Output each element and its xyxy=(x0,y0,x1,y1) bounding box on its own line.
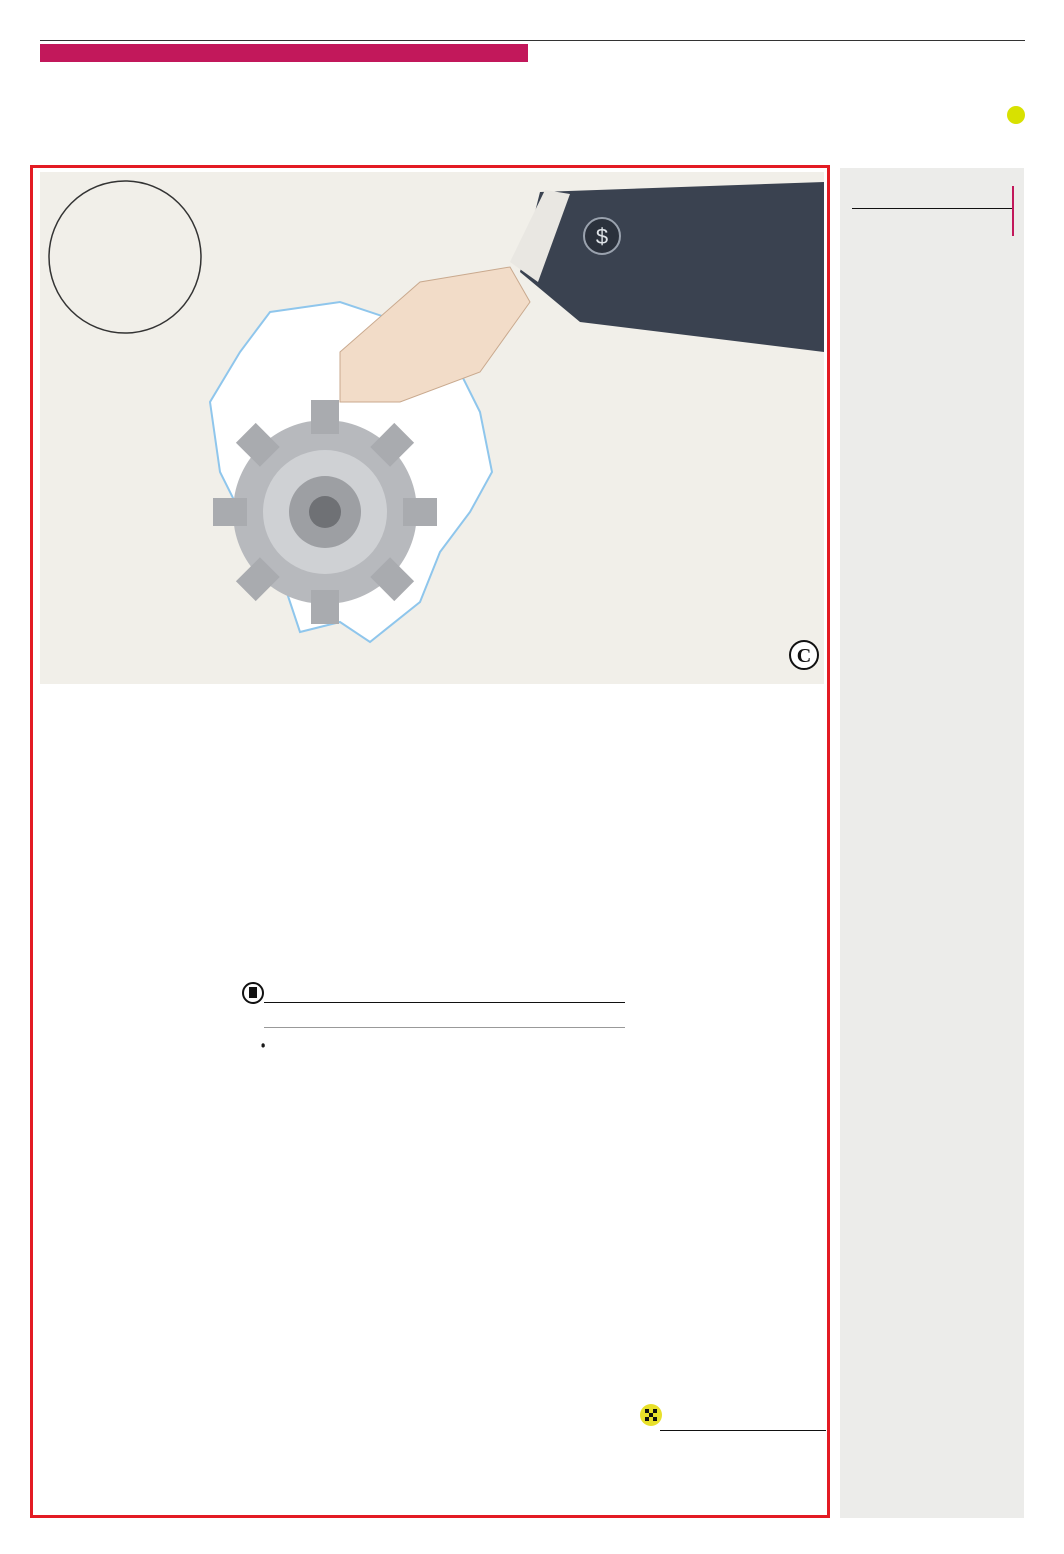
informe-rule-lower xyxy=(264,1027,625,1028)
infographic-canvas xyxy=(40,172,824,684)
section-color-bar xyxy=(40,44,528,62)
article-column-3 xyxy=(440,1203,626,1209)
newspaper-logo xyxy=(925,48,1025,148)
gear-icon xyxy=(213,400,437,624)
document-icon xyxy=(242,982,264,1004)
infographic xyxy=(40,172,824,684)
svg-text:C: C xyxy=(796,645,812,667)
title-circle xyxy=(49,181,201,333)
informe-list xyxy=(258,1038,628,1039)
sidebar-notas xyxy=(840,168,1024,1518)
checker-icon xyxy=(640,1404,662,1426)
informe-rule xyxy=(264,1002,625,1003)
print-color-bar xyxy=(44,1392,234,1512)
folio-rule xyxy=(40,40,1025,41)
logo-dot xyxy=(1007,106,1025,124)
article-column-4 xyxy=(640,980,826,986)
svg-text:$: $ xyxy=(595,224,609,249)
suit-sleeve xyxy=(520,182,824,352)
sidebar-accent-tick xyxy=(1012,186,1014,236)
sidebar-header-rule xyxy=(852,208,1014,209)
en-definitiva-rule xyxy=(660,1430,826,1431)
article-column-1 xyxy=(40,1010,226,1012)
informe-box xyxy=(240,982,625,1182)
hand xyxy=(340,267,530,402)
